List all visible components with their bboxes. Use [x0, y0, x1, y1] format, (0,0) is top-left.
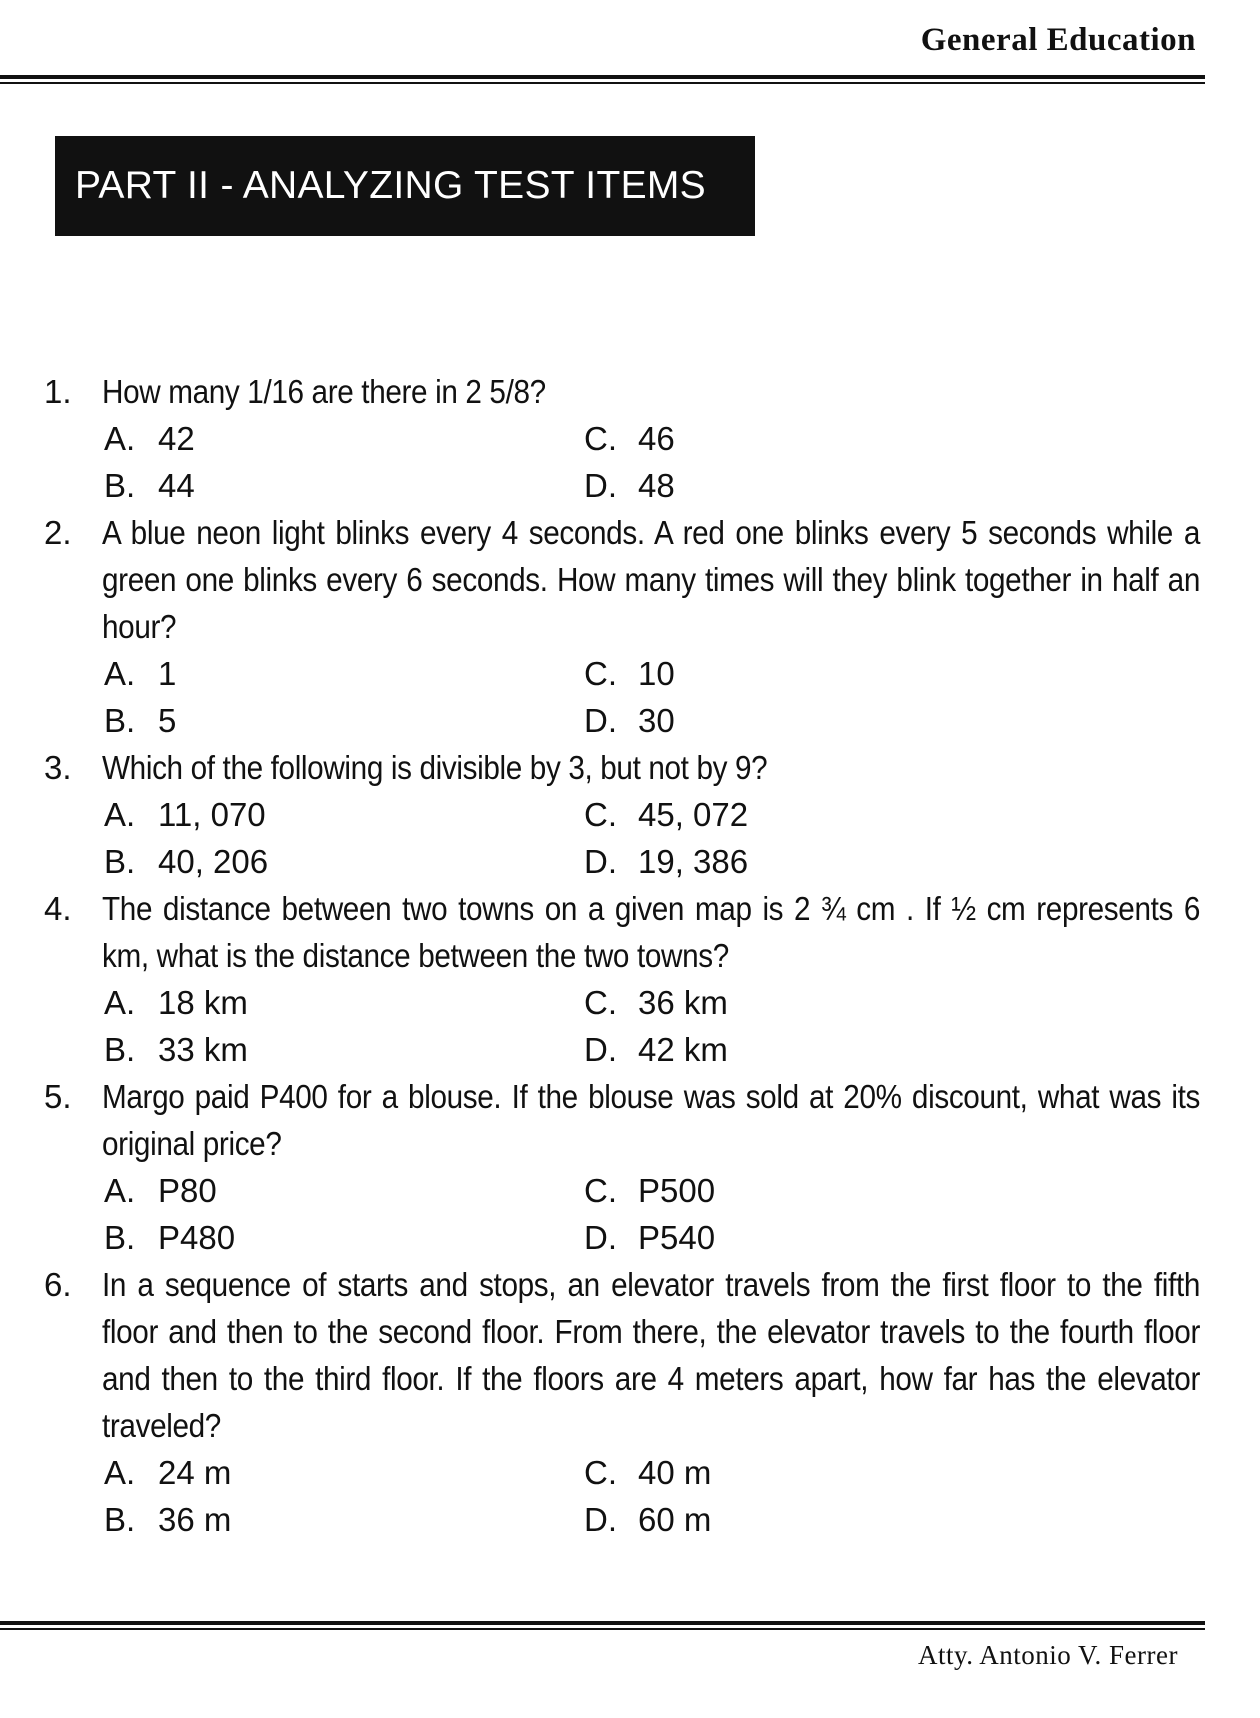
choice-letter: A.	[104, 655, 136, 692]
answer-choices	[104, 791, 1204, 885]
choice-c[interactable]	[584, 791, 984, 838]
choice-c[interactable]	[584, 650, 984, 697]
choice-letter: B.	[104, 1031, 136, 1068]
choice-value: P480	[158, 1219, 236, 1256]
choice-letter: C.	[584, 420, 617, 457]
header-rule-thin	[0, 82, 1205, 84]
choice-value: 46	[638, 420, 675, 457]
choice-c[interactable]	[584, 415, 984, 462]
question-number: 5.	[44, 1078, 72, 1115]
question-6	[44, 1261, 1204, 1543]
answer-choices	[104, 415, 1204, 509]
choice-b[interactable]	[104, 1496, 584, 1543]
question-5	[44, 1073, 1204, 1261]
choice-value: 42 km	[638, 1031, 728, 1068]
question-2	[44, 509, 1204, 744]
choice-letter: A.	[104, 796, 136, 833]
choice-value: 19, 386	[638, 843, 749, 880]
question-3	[44, 744, 1204, 885]
choice-letter: A.	[104, 1454, 136, 1491]
question-number: 1.	[44, 373, 72, 410]
choice-letter: A.	[104, 1172, 136, 1209]
choice-letter: B.	[104, 702, 136, 739]
choice-b[interactable]	[104, 1026, 584, 1073]
choice-value: 18 km	[158, 984, 248, 1021]
choice-b[interactable]	[104, 838, 584, 885]
choice-c[interactable]	[584, 979, 984, 1026]
choice-value: 44	[158, 467, 195, 504]
choice-letter: B.	[104, 467, 136, 504]
choice-letter: D.	[584, 1031, 617, 1068]
header-rule	[0, 75, 1205, 79]
choice-d[interactable]	[584, 1496, 984, 1543]
choice-d[interactable]	[584, 462, 984, 509]
choice-value: 24 m	[158, 1454, 232, 1491]
choice-a[interactable]	[104, 979, 584, 1026]
choice-letter: A.	[104, 420, 136, 457]
choice-letter: A.	[104, 984, 136, 1021]
choice-a[interactable]	[104, 1449, 584, 1496]
choice-value: 36 m	[158, 1501, 232, 1538]
choice-letter: D.	[584, 467, 617, 504]
choice-letter: B.	[104, 843, 136, 880]
choice-letter: B.	[104, 1219, 136, 1256]
choice-a[interactable]	[104, 1167, 584, 1214]
question-number: 3.	[44, 749, 72, 786]
choice-value: P80	[158, 1172, 217, 1209]
choice-value: 33 km	[158, 1031, 248, 1068]
answer-choices	[104, 1449, 1204, 1543]
footer-author: Atty. Antonio V. Ferrer	[918, 1640, 1178, 1670]
question-text: How many 1/16 are there in 2 5/8?	[102, 373, 546, 410]
question-text: In a sequence of starts and stops, an elevator travels from the first floor to the fifth floor and then to the second floor. From there, the elevator travels to the fourth floor and then to the third floor. If the floors are 4 meters apart, how far has the elevator traveled?	[102, 1266, 1200, 1444]
question-1	[44, 368, 1204, 509]
choice-letter: B.	[104, 1501, 136, 1538]
question-number: 2.	[44, 514, 72, 551]
choice-letter: C.	[584, 1172, 617, 1209]
question-number: 4.	[44, 890, 72, 927]
choice-c[interactable]	[584, 1449, 984, 1496]
choice-b[interactable]	[104, 462, 584, 509]
question-4	[44, 885, 1204, 1073]
choice-b[interactable]	[104, 697, 584, 744]
choice-a[interactable]	[104, 415, 584, 462]
choice-d[interactable]	[584, 838, 984, 885]
question-list	[44, 368, 1204, 1543]
choice-b[interactable]	[104, 1214, 584, 1261]
choice-letter: C.	[584, 1454, 617, 1491]
choice-letter: C.	[584, 796, 617, 833]
choice-value: P500	[638, 1172, 716, 1209]
choice-value: 45, 072	[638, 796, 749, 833]
choice-value: 48	[638, 467, 675, 504]
footer-rule	[0, 1621, 1205, 1625]
section-title-banner: PART II - ANALYZING TEST ITEMS	[55, 136, 755, 236]
question-text: A blue neon light blinks every 4 seconds. A red one blinks every 5 seconds while a green one blinks every 6 seconds. How many times will they blink together in half an hour?	[102, 514, 1200, 645]
choice-value: 1	[158, 655, 177, 692]
choice-letter: D.	[584, 702, 617, 739]
choice-letter: D.	[584, 843, 617, 880]
answer-choices	[104, 650, 1204, 744]
choice-value: 36 km	[638, 984, 728, 1021]
page-header-title: General Education	[920, 22, 1196, 58]
choice-d[interactable]	[584, 1214, 984, 1261]
choice-value: 5	[158, 702, 177, 739]
choice-letter: C.	[584, 984, 617, 1021]
choice-value: 40 m	[638, 1454, 712, 1491]
choice-value: 42	[158, 420, 195, 457]
question-number: 6.	[44, 1266, 72, 1303]
choice-d[interactable]	[584, 1026, 984, 1073]
choice-letter: D.	[584, 1219, 617, 1256]
choice-value: 10	[638, 655, 675, 692]
choice-value: 11, 070	[158, 796, 266, 833]
question-text: The distance between two towns on a given map is 2 ¾ cm . If ½ cm represents 6 km, what is the distance between the two towns?	[102, 890, 1200, 974]
choice-value: 30	[638, 702, 675, 739]
choice-a[interactable]	[104, 650, 584, 697]
choice-d[interactable]	[584, 697, 984, 744]
choice-c[interactable]	[584, 1167, 984, 1214]
question-text: Which of the following is divisible by 3, but not by 9?	[102, 749, 768, 786]
choice-value: 60 m	[638, 1501, 712, 1538]
answer-choices	[104, 979, 1204, 1073]
footer-rule-thin	[0, 1628, 1205, 1630]
choice-letter: C.	[584, 655, 617, 692]
question-text: Margo paid P400 for a blouse. If the blouse was sold at 20% discount, what was its original price?	[102, 1078, 1200, 1162]
choice-letter: D.	[584, 1501, 617, 1538]
choice-a[interactable]	[104, 791, 584, 838]
answer-choices	[104, 1167, 1204, 1261]
choice-value: P540	[638, 1219, 716, 1256]
choice-value: 40, 206	[158, 843, 269, 880]
